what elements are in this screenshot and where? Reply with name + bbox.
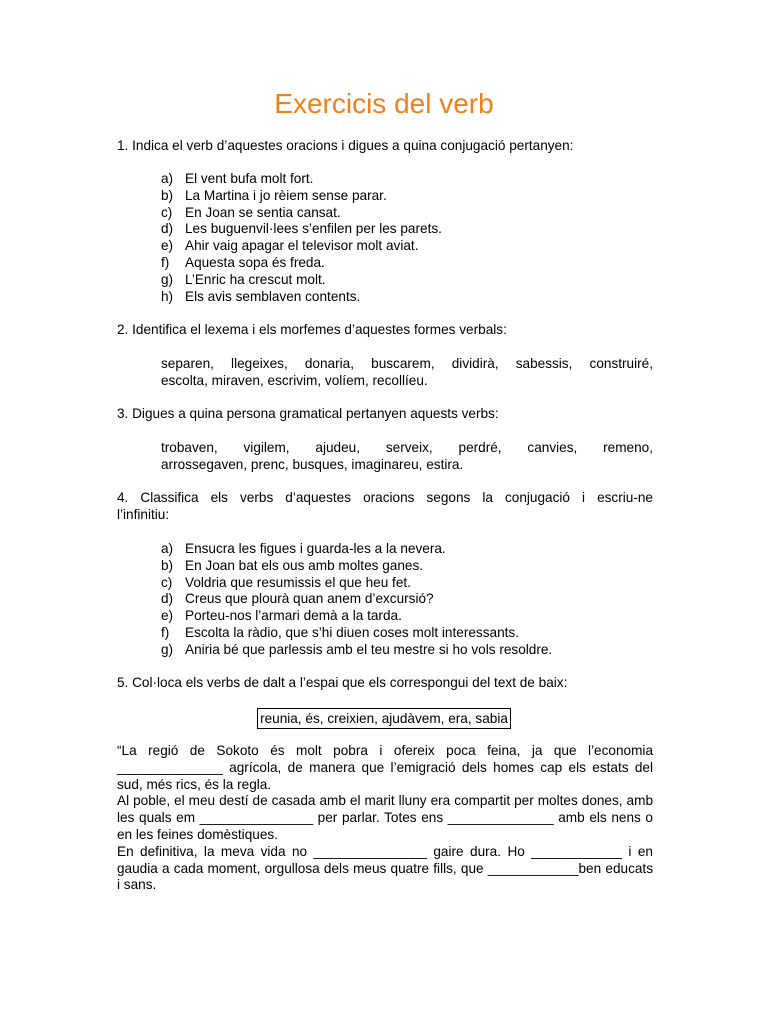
list-item: f) Escolta la ràdio, que s’hi diuen coses molt interessants. [161,624,519,640]
exercise-4-list [161,541,653,659]
exercise-4-question-line-1: 4. Classifica els verbs d’aquestes oracions segons la conjugació i escriu-ne [117,490,653,505]
list-item: d) Les buguenvil·lees s’enfilen per les parets. [161,221,442,237]
list-item: e) Porteu-nos l’armari demà a la tarda. [161,608,402,624]
word-box: reunia, és, creixien, ajudàvem, era, sabia [257,708,511,729]
list-item: a) El vent bufa molt fort. [161,171,314,186]
exercise-5-question: 5. Col·loca els verbs de dalt a l’espai que els correspongui del text de baix: [117,675,568,690]
list-item: c) En Joan se sentia cansat. [161,204,341,220]
exercise-1-question: 1. Indica el verb d’aquestes oracions i digues a quina conjugació pertanyen: [117,138,574,153]
exercise-2-question: 2. Identifica el lexema i els morfemes d’aquestes formes verbals: [117,322,507,337]
list-item: d) Creus que plourà quan anem d’excursió? [161,591,434,607]
list-item: g) Aniria bé que parlessis amb el teu mestre si ho vols resoldre. [161,641,553,657]
exercise-2-words-line-1: separen, llegeixes, donaria, buscarem, dividirà, sabessis, construiré, [161,356,653,371]
fill-in-text [117,743,653,894]
list-item: g) L’Enric ha crescut molt. [161,271,326,287]
exercise-2-words-line-2: escolta, miraven, escrivim, volíem, recollíeu. [161,373,428,388]
list-item: a) Ensucra les figues i guarda-les a la nevera. [161,541,446,556]
list-item: f) Aquesta sopa és freda. [161,254,325,270]
page-title: Exercicis del verb [274,88,494,119]
exercise-3-question: 3. Digues a quina persona gramatical pertanyen aquests verbs: [117,406,499,421]
list-item: b) En Joan bat els ous amb moltes ganes. [161,557,424,573]
list-item: c) Voldria que resumissis el que heu fet. [161,574,411,590]
exercise-3-words-line-2: arrossegaven, prenc, busques, imaginareu, estira. [161,457,464,472]
text-paragraph-3: En definitiva, la meva vida no _______________ gaire dura. Ho ____________ i en gaudia a cada moment, orgullosa dels meus quatre fills, que ____________ben educats i sans. [117,843,653,893]
word-box-wrapper [0,708,768,729]
exercise-1-list [161,171,653,305]
text-paragraph-1: “La regió de Sokoto és molt pobra i ofereix poca feina, ja que l’economia ______________ agrícola, de manera que l’emigració dels homes cap els estats del sud, més rics, és la regla. [117,743,653,792]
list-item: h) Els avis semblaven contents. [161,288,361,304]
list-item: e) Ahir vaig apagar el televisor molt aviat. [161,238,419,254]
list-item: b) La Martina i jo rèiem sense parar. [161,187,387,203]
exercise-3-words-line-1: trobaven, vigilem, ajudeu, serveix, perdré, canvies, remeno, [161,440,653,455]
exercise-4-question-line-2: l’infinitiu: [117,507,170,522]
text-paragraph-2: Al poble, el meu destí de casada amb el marit lluny era compartit per moltes dones, amb les quals em _______________ per parlar. Totes ens ______________ amb els nens o en les feines domèstiques. [117,793,653,842]
